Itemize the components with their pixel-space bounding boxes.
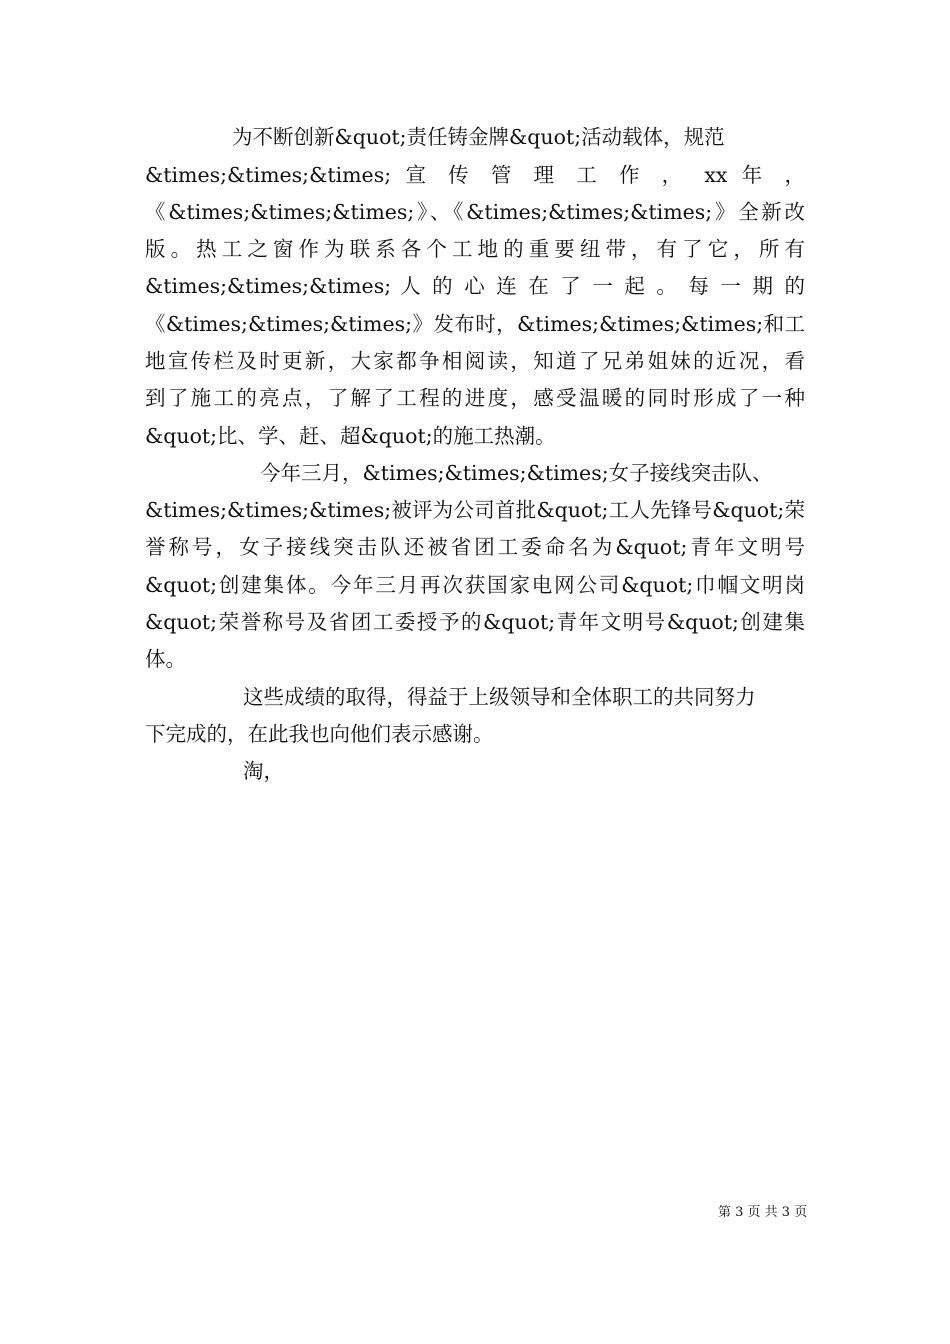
text-line: &times;&times;&times; 人 的 心 连 在 了 一 起 。 每 一 期 的 (145, 274, 805, 298)
text-line: &quot;创建集体。今年三月再次获国家电网公司&quot;巾帼文明岗 (145, 573, 805, 597)
text-line: &times;&times;&times;被评为公司首批&quot;工人先锋号&quot;荣 (145, 498, 805, 522)
text-line: 这些成绩的取得，得益于上级领导和全体职工的共同努力 (243, 685, 756, 709)
text-line: 版。热工之窗作为联系各个工地的重要纽带，有了它，所有 (145, 237, 805, 261)
text-line: &quot;比、学、赶、超&quot;的施工热潮。 (145, 424, 556, 448)
text-line: 《&times;&times;&times;》、《&times;&times;&times;》全新改 (145, 200, 805, 224)
text-line: 下完成的，在此我也向他们表示感谢。 (145, 722, 494, 746)
text-line: &quot;荣誉称号及省团工委授予的&quot;青年文明号&quot;创建集 (145, 610, 805, 634)
text-line: &times;&times;&times; 宣 传 管 理 工 作 ， xx 年 ， (145, 163, 805, 187)
text-line: 淘， (243, 759, 284, 783)
text-line: 誉称号，女子接线突击队还被省团工委命名为&quot;青年文明号 (145, 535, 805, 559)
text-line: 为不断创新&quot;责任铸金牌&quot;活动载体，规范 (232, 125, 725, 149)
page-number-footer: 第 3 页 共 3 页 (718, 1205, 808, 1220)
text-line: 今年三月，&times;&times;&times;女子接线突击队、 (260, 461, 773, 485)
text-line: 到了施工的亮点，了解了工程的进度，感受温暖的同时形成了一种 (145, 386, 805, 410)
text-line: 地宣传栏及时更新，大家都争相阅读，知道了兄弟姐妹的近况，看 (145, 349, 805, 373)
text-line: 《&times;&times;&times;》发布时，&times;&times;&times;和工 (145, 312, 805, 336)
text-line: 体。 (145, 647, 186, 671)
